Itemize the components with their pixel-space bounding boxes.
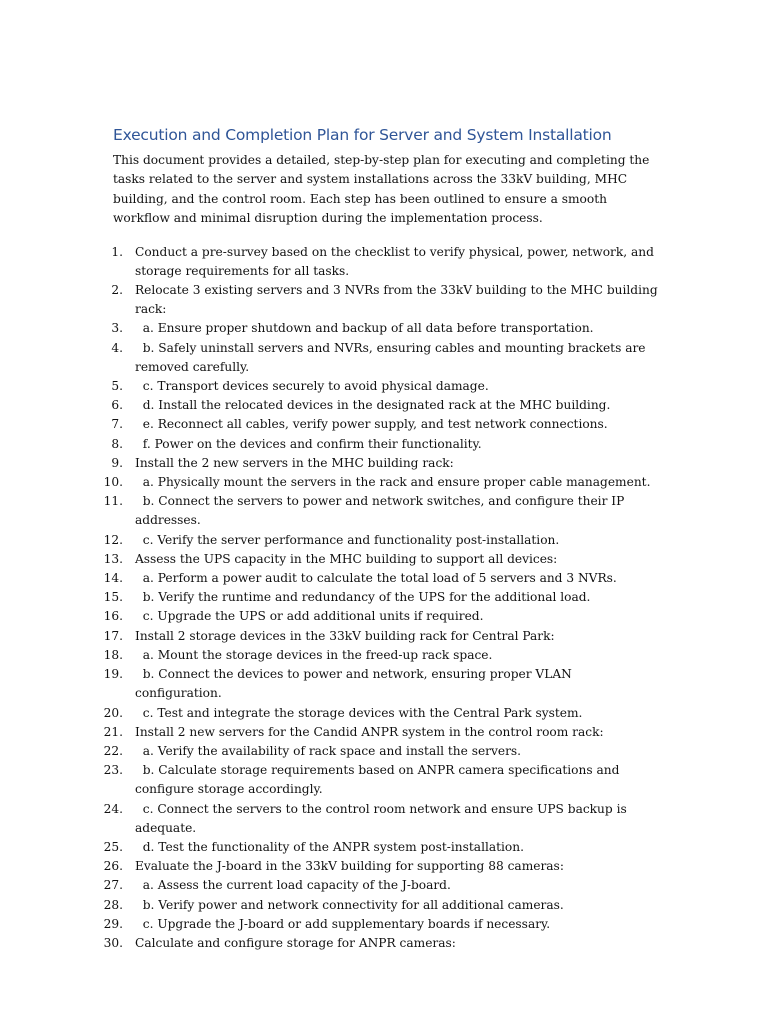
list-item-text: d. Install the relocated devices in the designated rack at the MHC building. — [135, 398, 611, 413]
list-item-number: 14. — [103, 571, 123, 586]
list-item — [103, 857, 658, 876]
list-item-number: 10. — [103, 475, 123, 490]
list-item-number: 30. — [103, 935, 123, 950]
list-item-text: c. Upgrade the UPS or add additional units if required. — [135, 609, 484, 624]
list-item — [103, 569, 658, 588]
list-item-number: 9. — [111, 455, 123, 470]
list-item — [103, 473, 658, 492]
list-item — [103, 915, 658, 934]
list-item — [103, 761, 658, 799]
list-item — [113, 243, 658, 281]
list-item-number: 22. — [103, 743, 123, 758]
list-item-text: Evaluate the J-board in the 33kV building for supporting 88 cameras: — [135, 859, 564, 874]
list-item-text: a. Verify the availability of rack space and install the servers. — [135, 743, 522, 758]
list-item-number: 7. — [111, 417, 123, 432]
list-item-number: 4. — [111, 340, 123, 355]
list-item-text: a. Assess the current load capacity of the J-board. — [135, 878, 451, 893]
list-item-number: 20. — [103, 705, 123, 720]
list-item-text: a. Perform a power audit to calculate the total load of 5 servers and 3 NVRs. — [135, 571, 617, 586]
list-item-text: Assess the UPS capacity in the MHC building to support all devices: — [135, 551, 558, 566]
list-item — [113, 339, 658, 377]
list-item-text: Install 2 new servers for the Candid ANPR system in the control room rack: — [135, 724, 604, 739]
list-item — [103, 704, 658, 723]
list-item-number: 8. — [111, 436, 123, 451]
list-item — [113, 454, 658, 473]
list-item-text: a. Mount the storage devices in the freed-up rack space. — [135, 647, 493, 662]
list-item-text: a. Physically mount the servers in the rack and ensure proper cable management. — [135, 475, 651, 490]
list-item-text: b. Verify the runtime and redundancy of the UPS for the additional load. — [135, 590, 591, 605]
list-item — [113, 435, 658, 454]
list-item-number: 11. — [103, 494, 123, 509]
list-item — [103, 492, 658, 530]
list-item — [103, 627, 658, 646]
list-item-number: 26. — [103, 859, 123, 874]
list-item — [113, 415, 658, 434]
list-item — [103, 646, 658, 665]
list-item-text: a. Ensure proper shutdown and backup of all data before transportation. — [135, 321, 594, 336]
list-item-text: c. Verify the server performance and functionality post-installation. — [135, 532, 560, 547]
list-item-number: 13. — [103, 551, 123, 566]
list-item — [103, 723, 658, 742]
list-item — [103, 531, 658, 550]
list-item-text: Conduct a pre-survey based on the checklist to verify physical, power, network, and storage requirements for all tasks. — [135, 244, 654, 278]
list-item-number: 5. — [111, 379, 123, 394]
list-item-number: 6. — [111, 398, 123, 413]
list-item-text: e. Reconnect all cables, verify power supply, and test network connections. — [135, 417, 608, 432]
list-item — [113, 281, 658, 319]
list-item — [113, 319, 658, 338]
list-item-number: 29. — [103, 916, 123, 931]
list-item-number: 15. — [103, 590, 123, 605]
list-item-number: 27. — [103, 878, 123, 893]
list-item-number: 25. — [103, 839, 123, 854]
list-item-number: 17. — [103, 628, 123, 643]
intro-paragraph: This document provides a detailed, step-by-step plan for executing and completing the tasks related to the server and system installations across the 33kV building, MHC building, and the control room. Each step has been outlined to ensure a smooth workflow and minimal disruption during the implementation process. — [113, 153, 650, 226]
list-item — [113, 377, 658, 396]
list-item — [103, 838, 658, 857]
list-item-text: Calculate and configure storage for ANPR cameras: — [135, 935, 456, 950]
list-item-text: c. Transport devices securely to avoid physical damage. — [135, 379, 489, 394]
list-item-number: 2. — [111, 283, 123, 298]
document-title: Execution and Completion Plan for Server and System Installation — [113, 126, 612, 144]
list-item-text: Relocate 3 existing servers and 3 NVRs from the 33kV building to the MHC building rack: — [135, 283, 658, 317]
list-item-number: 24. — [103, 801, 123, 816]
list-item — [103, 607, 658, 626]
list-item — [103, 588, 658, 607]
list-item-number: 23. — [103, 763, 123, 778]
list-item-text: c. Connect the servers to the control room network and ensure UPS backup is adequate. — [135, 801, 627, 835]
list-item-number: 21. — [103, 724, 123, 739]
list-item — [103, 665, 658, 703]
list-item-text: d. Test the functionality of the ANPR system post-installation. — [135, 839, 524, 854]
list-item-number: 12. — [103, 532, 123, 547]
list-item — [103, 934, 658, 953]
list-item — [103, 896, 658, 915]
list-item-text: Install the 2 new servers in the MHC building rack: — [135, 455, 454, 470]
list-item-text: b. Connect the servers to power and network switches, and configure their IP addresses. — [135, 494, 625, 528]
list-item-text: c. Upgrade the J-board or add supplementary boards if necessary. — [135, 916, 551, 931]
list-item-text: b. Safely uninstall servers and NVRs, ensuring cables and mounting brackets are removed carefully. — [135, 340, 646, 374]
list-item-text: b. Connect the devices to power and network, ensuring proper VLAN configuration. — [135, 667, 572, 701]
list-item-text: b. Verify power and network connectivity for all additional cameras. — [135, 897, 564, 912]
list-item — [103, 800, 658, 838]
list-item-text: c. Test and integrate the storage devices with the Central Park system. — [135, 705, 583, 720]
list-item-number: 16. — [103, 609, 123, 624]
list-item-text: b. Calculate storage requirements based on ANPR camera specifications and configure storage accordingly. — [135, 763, 620, 797]
list-item-number: 1. — [111, 244, 123, 259]
list-item — [103, 550, 658, 569]
list-item — [103, 742, 658, 761]
document-body — [103, 124, 658, 953]
list-item-number: 19. — [103, 667, 123, 682]
list-item-text: Install 2 storage devices in the 33kV building rack for Central Park: — [135, 628, 555, 643]
list-item-number: 18. — [103, 647, 123, 662]
list-item — [103, 876, 658, 895]
list-item-text: f. Power on the devices and confirm their functionality. — [135, 436, 482, 451]
steps-list — [103, 243, 658, 954]
list-item-number: 3. — [111, 321, 123, 336]
list-item — [113, 396, 658, 415]
list-item-number: 28. — [103, 897, 123, 912]
